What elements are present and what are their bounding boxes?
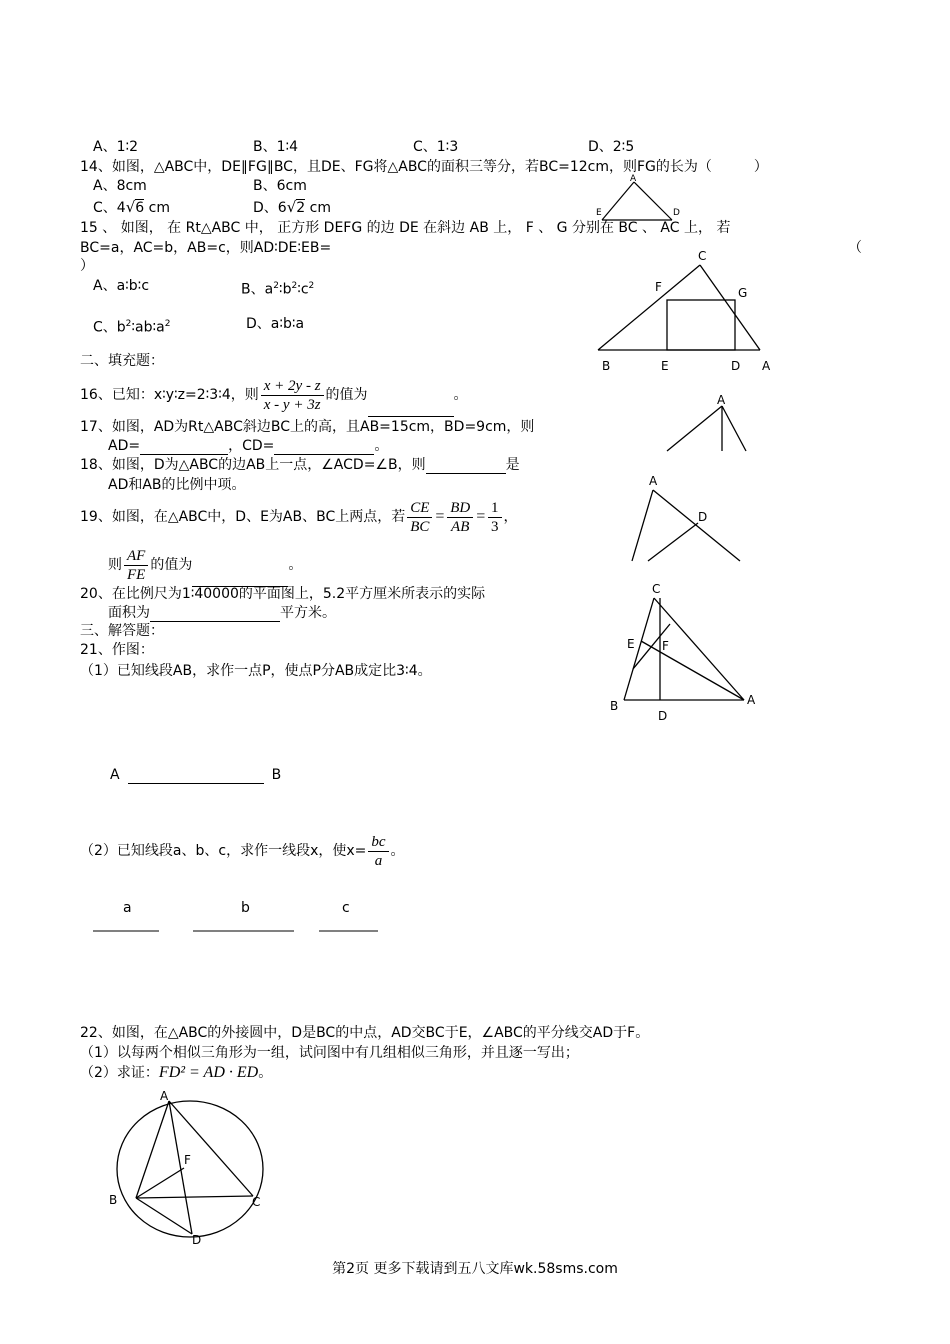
q15-option-a: A、a∶b∶c — [93, 278, 150, 294]
q13-option-c: C、1∶3 — [413, 139, 459, 155]
q21-part1: （1）已知线段AB，求作一点P，使点P分AB成定比3∶4。 — [80, 663, 432, 679]
fig17-label-a: A — [717, 393, 726, 407]
fig15-label-c: C — [698, 249, 707, 263]
fig19-label-a: A — [747, 693, 756, 707]
q21-part2: （2）已知线段a、b、c，求作一线段x，使x= $\frac{bc}{a}$ 。 — [80, 833, 405, 869]
q15-paren-open: （ — [848, 240, 862, 256]
section3-heading: 三、解答题： — [80, 623, 164, 639]
fig22-label-b: B — [109, 1193, 118, 1207]
fig19-label-e: E — [627, 637, 635, 651]
q21-label-c: c — [342, 900, 350, 916]
q22-part1: （1）以每两个相似三角形为一组，试问图中有几组相似三角形，并且逐一写出； — [80, 1045, 579, 1061]
q20-line1: 20、在比例尺为1∶40000的平面图上，5.2平方厘米所表示的实际 — [80, 586, 486, 602]
fig22-label-a: A — [160, 1089, 169, 1103]
q21-segment-ab: A B — [110, 767, 282, 783]
q21-label-a: a — [123, 900, 132, 916]
q14-option-a: A、8cm — [93, 178, 147, 194]
fig22-label-c: C — [252, 1195, 261, 1209]
q14-stem: 14、如图，△ABC中，DE∥FG∥BC，且DE、FG将△ABC的面积三等分，若BC=12cm，则FG的长为（ ） — [80, 159, 768, 175]
fig15-label-e: E — [661, 359, 669, 373]
q18-line1: 18、如图，D为△ABC的边AB上一点，∠ACD=∠B，则 是 — [80, 457, 520, 473]
fig19-label-b: B — [610, 699, 619, 713]
q15-option-b: B、$a^2∶b^2∶c^2$ — [241, 281, 315, 298]
section2-heading: 二、填充题： — [80, 353, 164, 369]
fig14-label-a: A — [630, 174, 637, 184]
q13-option-d: D、2∶5 — [588, 139, 635, 155]
q17-line1: 17、如图，AD为Rt△ABC斜边BC上的高，且AB=15cm，BD=9cm，则 — [80, 419, 535, 435]
fig19-label-c: C — [652, 582, 661, 596]
figure-q22 — [100, 1086, 280, 1251]
q14-option-c: C、4√6 cm — [93, 198, 170, 216]
fig15-label-f: F — [655, 280, 662, 294]
fig15-label-a: A — [762, 359, 771, 373]
q19-line1: 19、如图，在△ABC中，D、E为AB、BC上两点，若 $\frac{CE}{BC}$ = $\frac{BD}{AB}$ = $\frac{1}{3}$ ， — [80, 499, 518, 535]
q15-option-c: C、$b^2∶ab∶a^2$ — [93, 319, 171, 336]
fig15-label-b: B — [602, 359, 611, 373]
q20-line2: 面积为 平方米。 — [108, 605, 336, 621]
q14-option-d: D、6√2 cm — [253, 198, 331, 216]
q19-line2: 则 $\frac{AF}{FE}$ 的值为 。 — [108, 543, 302, 587]
q13-option-b: B、1∶4 — [253, 139, 299, 155]
fig15-label-g: G — [738, 286, 748, 300]
fig18-label-d: D — [698, 510, 708, 524]
fig14-label-e: E — [596, 208, 602, 218]
fig15-label-d: D — [731, 359, 741, 373]
q21-title: 21、作图： — [80, 642, 154, 658]
q16: 16、已知：x∶y∶z=2∶3∶4，则 $\frac{x + 2y - z}{x - y + 3z}$ 的值为 。 — [80, 373, 468, 417]
q13-option-a: A、1∶2 — [93, 139, 139, 155]
q15-option-d: D、a∶b∶a — [246, 316, 305, 332]
q22-part2: （2）求证：FD² = AD · ED。 — [80, 1064, 273, 1081]
q18-line2: AD和AB的比例中项。 — [108, 477, 246, 493]
q15-paren-close: ） — [80, 258, 94, 274]
q14-option-b: B、6cm — [253, 178, 307, 194]
fig18-label-a: A — [649, 474, 658, 488]
q21-label-b: b — [241, 900, 250, 916]
q15-line1: 15 、 如图， 在 Rt△ABC 中， 正方形 DEFG 的边 DE 在斜边 AB 上， F 、 G 分别在 BC 、 AC 上， 若 — [80, 220, 731, 236]
page-footer: 第2页 更多下载请到五八文库wk.58sms.com — [332, 1261, 618, 1277]
q17-line2: AD= ，CD= 。 — [108, 438, 389, 454]
fig22-label-f: F — [184, 1153, 191, 1167]
fig22-label-d: D — [192, 1233, 202, 1247]
fig14-label-d: D — [673, 208, 680, 218]
fig19-label-d: D — [658, 709, 668, 723]
q15-line2: BC=a，AC=b，AB=c，则AD∶DE∶EB= — [80, 240, 332, 256]
q22-stem: 22、如图，在△ABC的外接圆中，D是BC的中点，AD交BC于E，∠ABC的平分线交AD于F。 — [80, 1025, 650, 1041]
fig19-label-f: F — [662, 639, 669, 653]
